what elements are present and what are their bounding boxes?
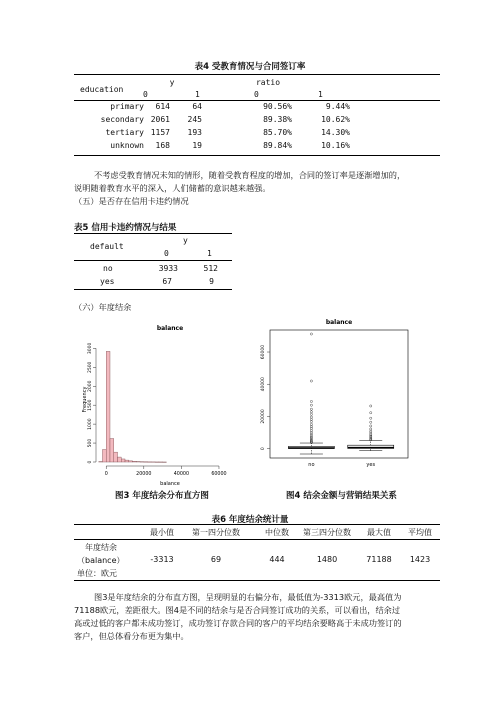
table4-cell: 9.44%	[325, 102, 350, 111]
table5-top-rule	[74, 233, 232, 234]
table4-sub-header: 1	[195, 90, 200, 99]
table6-value: 71188	[366, 555, 392, 564]
table5-sub-header: 1	[207, 249, 212, 258]
paragraph-line: 71188欧元，差距很大。图4是不同的结余与是否合同签订成功的关系，可以看出，结余过	[74, 605, 401, 615]
table4-cell: 245	[187, 115, 202, 124]
table4-cell: 10.16%	[321, 141, 350, 150]
y-axis-label: Frequency	[82, 386, 88, 413]
table6-value: 1480	[316, 555, 338, 564]
outlier-point	[370, 425, 372, 427]
table6-header: 中位数	[265, 528, 289, 537]
section-heading: （五）是否存在信用卡违约情况	[74, 196, 189, 206]
outlier-point	[310, 421, 312, 423]
table4-cell: 64	[192, 102, 202, 111]
outlier-point	[370, 412, 372, 414]
table6-value: 1423	[409, 555, 431, 564]
y-tick-label: 0	[261, 447, 266, 451]
table6-header: 平均值	[408, 528, 432, 537]
histogram-bar	[106, 351, 110, 462]
table4-row-label: tertiary	[105, 128, 144, 137]
fig4-caption: 图4 结余金额与营销结果关系	[286, 491, 397, 501]
table4-mid-rule	[74, 100, 440, 101]
table5-cell: 9	[209, 277, 214, 286]
table5-mid-rule	[74, 260, 232, 261]
paragraph-line: 图3是年度结余的分布直方图，呈现明显的右偏分布，最低值为-3313欧元，最高值为	[94, 592, 402, 602]
paragraph-line: 客户，但总体看分布更为集中。	[74, 631, 189, 641]
table6-value: 444	[269, 555, 285, 564]
table4-cell: 19	[192, 141, 202, 150]
outlier-point	[370, 417, 372, 419]
table6-header: 第三四分位数	[303, 528, 351, 537]
x-tick-label: 40000	[173, 472, 190, 477]
table5-bottom-rule	[74, 289, 232, 290]
table4-cell: 89.84%	[263, 141, 292, 150]
outlier-point	[310, 418, 312, 420]
x-tick-label: no	[308, 462, 315, 468]
table4-col-group-ratio: ratio	[255, 78, 281, 87]
table4-cell: 10.62%	[321, 115, 350, 124]
histogram-bar	[114, 452, 118, 462]
table4-row-header: education	[80, 85, 124, 94]
outlier-point	[310, 416, 312, 418]
outlier-point	[310, 333, 312, 335]
table6-row-label: （balance）	[77, 556, 125, 565]
table5-cell: 3933	[158, 264, 178, 273]
table6-row-label: 单位：欧元	[77, 569, 117, 578]
x-axis-label: balance	[160, 481, 180, 487]
fig4-boxplot	[250, 313, 430, 483]
outlier-point	[310, 411, 312, 413]
table4-caption: 表4 受教育情况与合同签订率	[194, 62, 306, 72]
table6-mid-rule	[74, 539, 440, 540]
y-tick-label: 2500	[88, 361, 93, 374]
x-tick-label: 60000	[211, 472, 227, 477]
table4-row-label: unknown	[110, 141, 144, 150]
y-tick-label: 3000	[88, 342, 93, 355]
table6-header: 第一四分位数	[192, 528, 240, 537]
table5-cell: 67	[162, 277, 172, 286]
outlier-point	[310, 408, 312, 410]
histogram-bar	[110, 439, 114, 462]
paragraph-line: 说明随着教育水平的深入，人们储蓄的意识越来越强。	[74, 183, 271, 193]
table5-caption: 表5 信用卡违约情况与结果	[74, 223, 177, 233]
outlier-point	[370, 405, 372, 407]
histogram-bar	[121, 459, 125, 462]
histogram-bar	[118, 457, 122, 462]
table4-sub-header: 0	[254, 90, 259, 99]
y-tick-label: 0	[88, 460, 93, 464]
table5-sub-header: 0	[164, 249, 169, 258]
table4-cell: 89.38%	[263, 115, 292, 124]
table6-value: 69	[210, 555, 222, 564]
table4-sub-header: 1	[318, 90, 323, 99]
table4-cell: 614	[155, 102, 170, 111]
chart-title: balance	[325, 319, 353, 326]
y-tick-label: 2000	[88, 380, 93, 392]
table5-row-header: default	[90, 242, 124, 251]
x-tick-label: 20000	[136, 472, 152, 477]
table4-col-group-y: y	[169, 78, 175, 87]
section-heading: （六）年度结余	[74, 302, 132, 312]
table6-bottom-rule	[74, 580, 440, 581]
histogram-bar	[133, 461, 137, 462]
table4-cell: 2061	[150, 115, 170, 124]
table4-sub-header: 0	[143, 90, 148, 99]
table5-row-label: yes	[100, 277, 115, 286]
y-tick-label: 20000	[261, 409, 266, 424]
table4-cell: 1157	[150, 128, 170, 137]
fig3-caption: 图3 年度结余分布直方图	[115, 491, 209, 501]
y-tick-label: 1000	[88, 418, 93, 430]
table4-cell: 90.56%	[263, 102, 292, 111]
table4-cell: 14.30%	[321, 128, 350, 137]
table5-row-label: no	[103, 264, 113, 273]
histogram-bar	[102, 450, 106, 463]
plot-frame	[270, 330, 408, 458]
table6-caption: 表6 年度结余统计量	[211, 515, 289, 525]
table6-row-label: 年度结余	[85, 543, 117, 552]
y-tick-label: 60000	[261, 344, 266, 360]
histogram-bar	[129, 461, 133, 462]
x-tick-label: yes	[366, 462, 376, 468]
outlier-point	[370, 428, 372, 430]
table4-cell: 85.70%	[263, 128, 292, 137]
outlier-point	[310, 423, 312, 425]
table4-row-label: secondary	[100, 115, 144, 124]
table6-top-rule	[74, 524, 440, 525]
table4-top-rule	[74, 74, 440, 75]
table4-cell: 168	[155, 141, 170, 150]
y-tick-label: 500	[88, 438, 93, 448]
histogram-bar	[125, 460, 129, 462]
fig3-histogram	[80, 320, 250, 490]
table4-bottom-rule	[74, 155, 440, 156]
table6-header: 最大值	[367, 528, 391, 537]
table5-col-group-y: y	[183, 236, 188, 245]
outlier-point	[310, 400, 312, 402]
y-tick-label: 40000	[261, 377, 266, 392]
table4-row-label: primary	[110, 102, 144, 111]
chart-title: balance	[156, 325, 184, 332]
table5-cell: 512	[203, 264, 218, 273]
y-tick-label: 1500	[88, 399, 93, 411]
paragraph-line: 高或过低的客户都未成功签订，成功签订存款合同的客户的平均结余要略高于未成功签订的	[74, 618, 402, 628]
table6-header: 最小值	[150, 528, 174, 537]
outlier-point	[310, 413, 312, 415]
x-tick-label: 0	[104, 472, 108, 477]
outlier-point	[370, 421, 372, 423]
paragraph-line: 不考虑受教育情况未知的情形，随着受教育程度的增加，合同的签订率是逐渐增加的，	[94, 170, 406, 180]
outlier-point	[310, 404, 312, 406]
outlier-point	[310, 380, 312, 382]
table6-value: -3313	[150, 555, 174, 564]
table4-cell: 193	[187, 128, 202, 137]
